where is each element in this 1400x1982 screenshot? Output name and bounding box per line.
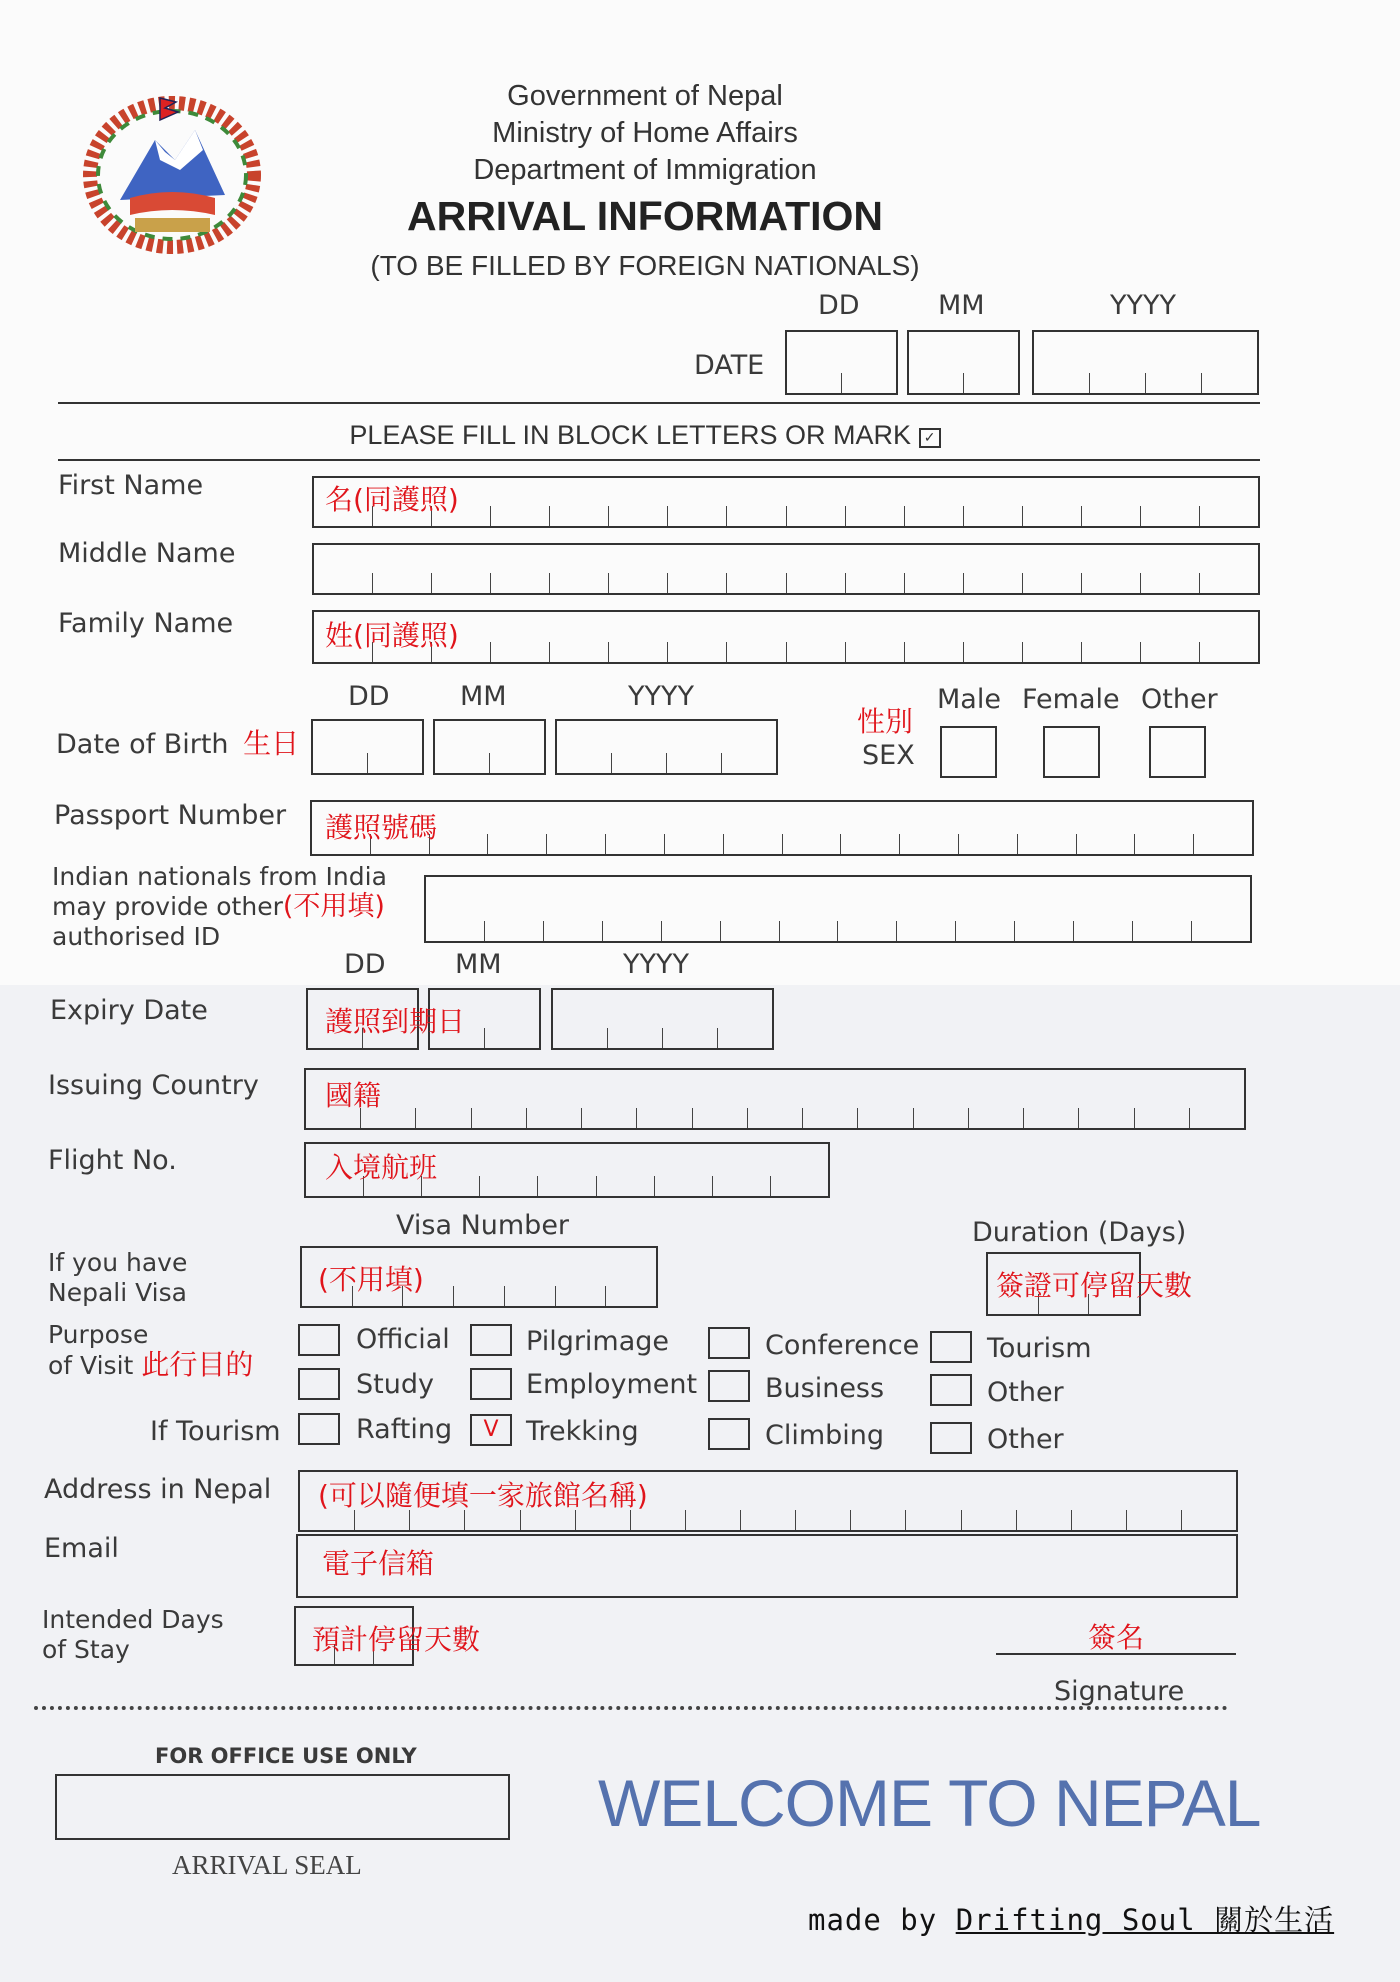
expiry-note: 護照到期日 (325, 1005, 466, 1038)
visa-label (48, 1248, 187, 1308)
email-label: Email (44, 1533, 119, 1564)
purpose-other-label: Other (987, 1377, 1064, 1408)
instruction-text: PLEASE FILL IN BLOCK LETTERS OR MARK (349, 420, 912, 450)
dob-dd-caption: DD (348, 681, 390, 712)
welcome-stamp: WELCOME TO NEPAL (598, 1766, 1261, 1840)
ministry-line: Ministry of Home Affairs (492, 117, 798, 149)
purpose-label-line2 (48, 1350, 253, 1381)
flight-note: 入境航班 (325, 1151, 438, 1184)
dob-label (56, 722, 299, 762)
visa-number-note: (不用填) (318, 1263, 424, 1296)
credit-prefix: made by (808, 1903, 956, 1937)
date-mm-field[interactable] (907, 330, 1020, 395)
passport-label: Passport Number (54, 800, 287, 831)
purpose-employment-checkbox[interactable] (470, 1368, 512, 1400)
purpose-study-checkbox[interactable] (298, 1368, 340, 1400)
indian-id-label-line2 (52, 892, 387, 922)
checkbox-mark-icon: ✓ (919, 428, 941, 448)
credit-link[interactable]: Drifting Soul 關於生活 (955, 1903, 1335, 1937)
arrival-seal-label: ARRIVAL SEAL (172, 1850, 362, 1880)
sex-female-checkbox[interactable] (1043, 726, 1100, 778)
passport-field[interactable] (310, 800, 1254, 856)
form-subtitle: (TO BE FILLED BY FOREIGN NATIONALS) (370, 250, 920, 281)
dob-dd-field[interactable] (311, 719, 424, 775)
department-line: Department of Immigration (473, 154, 817, 186)
arrival-seal-box (55, 1774, 510, 1840)
email-note: 電子信箱 (322, 1547, 435, 1580)
expiry-dd-caption: DD (344, 949, 386, 980)
date-label: DATE (694, 350, 765, 381)
date-yyyy-caption: YYYY (1110, 290, 1176, 321)
signature-line[interactable] (996, 1653, 1236, 1655)
address-label: Address in Nepal (44, 1474, 272, 1505)
sex-label: SEX (862, 740, 915, 771)
tourism-climbing-checkbox[interactable] (708, 1418, 750, 1450)
expiry-mm-caption: MM (455, 949, 502, 980)
family-name-label: Family Name (58, 608, 234, 639)
email-field[interactable] (296, 1534, 1238, 1598)
purpose-study-label: Study (356, 1369, 434, 1400)
sex-other-checkbox[interactable] (1149, 726, 1206, 778)
visa-label-line1: If you have (48, 1248, 188, 1277)
purpose-conference-checkbox[interactable] (708, 1327, 750, 1359)
purpose-employment-label: Employment (526, 1369, 698, 1400)
dob-mm-caption: MM (460, 681, 507, 712)
stay-label-line2: of Stay (42, 1635, 130, 1664)
indian-id-label (52, 862, 387, 952)
credit-line (808, 1898, 1334, 1939)
block-letters-instruction (0, 420, 1290, 451)
tourism-label: If Tourism (150, 1416, 281, 1447)
purpose-business-checkbox[interactable] (708, 1370, 750, 1402)
first-name-note: 名(同護照) (325, 483, 459, 516)
dob-yyyy-caption: YYYY (628, 681, 694, 712)
address-note: (可以隨便填一家旅館名稱) (318, 1479, 648, 1512)
top-divider (58, 402, 1260, 404)
dob-label-text: Date of Birth (56, 729, 229, 760)
flight-label: Flight No. (48, 1145, 177, 1176)
instruction-divider (58, 459, 1260, 461)
sex-other-caption: Other (1141, 684, 1218, 715)
indian-id-note: (不用填) (282, 891, 385, 922)
country-label: Issuing Country (48, 1070, 259, 1101)
stay-note: 預計停留天數 (312, 1623, 481, 1656)
expiry-yyyy-field[interactable] (551, 988, 774, 1050)
indian-id-label-line3: authorised ID (52, 922, 221, 951)
purpose-conference-label: Conference (765, 1330, 920, 1361)
tourism-trekking-label: Trekking (526, 1416, 639, 1447)
sex-note: 性別 (857, 705, 914, 738)
purpose-pilgrimage-label: Pilgrimage (526, 1326, 670, 1357)
date-mm-caption: MM (938, 290, 985, 321)
indian-id-field[interactable] (424, 875, 1252, 943)
signature-label: Signature (1054, 1676, 1185, 1707)
purpose-business-label: Business (765, 1373, 885, 1404)
office-divider (34, 1706, 1228, 1710)
dob-mm-field[interactable] (433, 719, 546, 775)
purpose-label-line1: Purpose (48, 1320, 149, 1349)
indian-id-label-line2-text: may provide other (52, 892, 283, 921)
visa-number-caption: Visa Number (396, 1210, 570, 1241)
tourism-other-checkbox[interactable] (930, 1422, 972, 1454)
middle-name-field[interactable] (312, 543, 1260, 595)
purpose-official-checkbox[interactable] (298, 1324, 340, 1356)
tourism-trekking-checkbox[interactable] (470, 1414, 512, 1446)
purpose-official-label: Official (356, 1324, 450, 1355)
dob-note: 生日 (243, 727, 300, 760)
first-name-label: First Name (58, 470, 204, 501)
gov-line: Government of Nepal (507, 80, 783, 112)
office-use-label: FOR OFFICE USE ONLY (155, 1744, 417, 1768)
middle-name-label: Middle Name (58, 538, 236, 569)
stay-label-line1: Intended Days (42, 1605, 224, 1634)
form-title: ARRIVAL INFORMATION (406, 193, 884, 239)
expiry-label: Expiry Date (50, 995, 208, 1026)
date-dd-field[interactable] (785, 330, 898, 395)
signature-note: 簽名 (1088, 1621, 1145, 1654)
indian-id-label-line1: Indian nationals from India (52, 862, 387, 891)
purpose-label (48, 1320, 253, 1381)
sex-female-caption: Female (1022, 684, 1120, 715)
passport-note: 護照號碼 (325, 811, 438, 844)
purpose-tourism-label: Tourism (987, 1333, 1092, 1364)
date-dd-caption: DD (818, 290, 860, 321)
family-name-note: 姓(同護照) (325, 619, 459, 652)
expiry-yyyy-caption: YYYY (623, 949, 689, 980)
visa-duration-note: 簽證可停留天數 (996, 1269, 1193, 1302)
country-note: 國籍 (325, 1079, 382, 1112)
purpose-tourism-checkbox[interactable] (930, 1331, 972, 1363)
sex-male-caption: Male (937, 684, 1001, 715)
tourism-climbing-label: Climbing (765, 1420, 885, 1451)
sex-male-checkbox[interactable] (940, 726, 997, 778)
purpose-label-line2-text: of Visit (48, 1351, 134, 1380)
dob-yyyy-field[interactable] (555, 719, 778, 775)
trekking-checked-mark: V (483, 1417, 499, 1442)
tourism-other-label: Other (987, 1424, 1064, 1455)
visa-label-line2: Nepali Visa (48, 1278, 187, 1307)
purpose-pilgrimage-checkbox[interactable] (470, 1324, 512, 1356)
purpose-note: 此行目的 (141, 1348, 254, 1381)
country-field[interactable] (304, 1068, 1246, 1130)
purpose-other-checkbox[interactable] (930, 1374, 972, 1406)
visa-duration-caption: Duration (Days) (972, 1217, 1187, 1248)
date-yyyy-field[interactable] (1032, 330, 1259, 395)
tourism-rafting-checkbox[interactable] (298, 1413, 340, 1445)
stay-label (42, 1605, 224, 1665)
tourism-rafting-label: Rafting (356, 1414, 453, 1445)
